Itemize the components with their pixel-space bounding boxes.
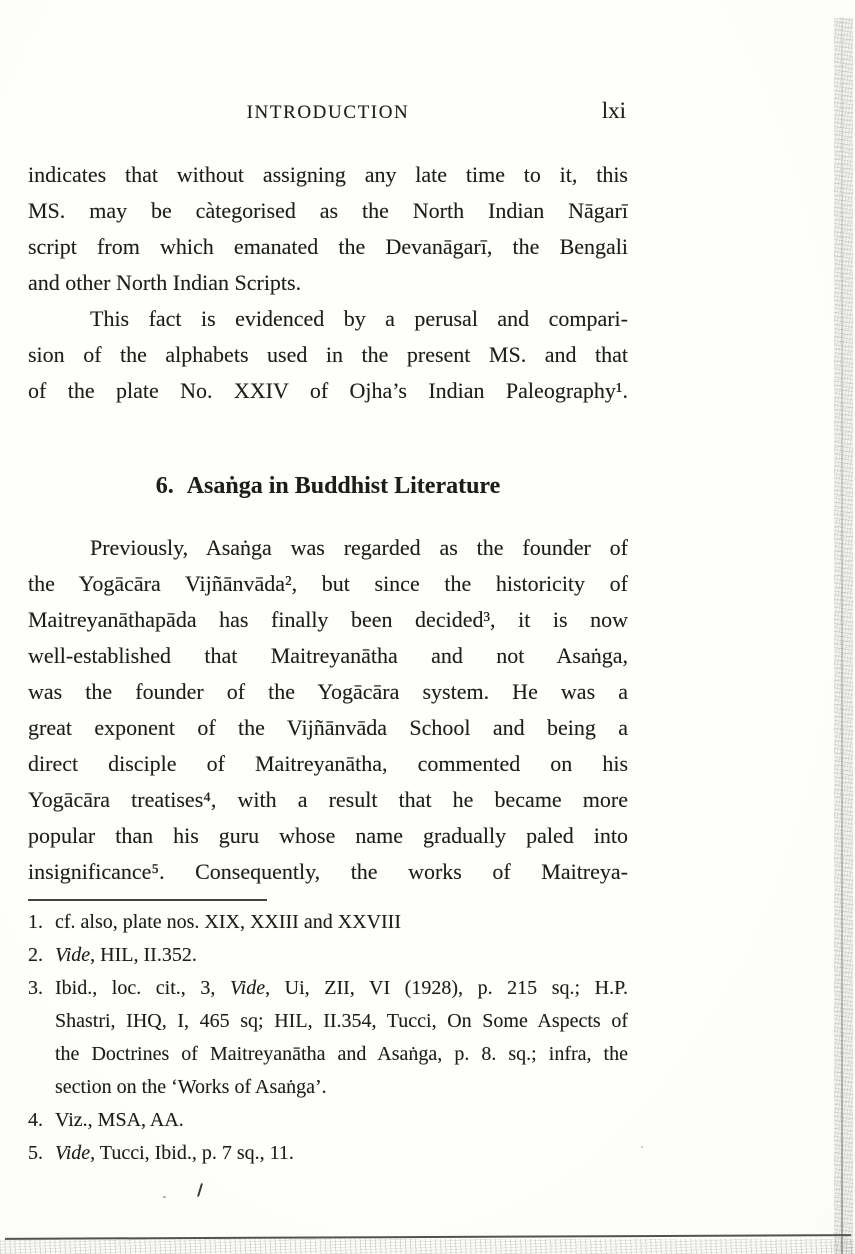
body-line: the Yogācāra Vijñānvāda², but since the historicity of [28, 571, 628, 596]
scan-artifact-bottom-texture [0, 1239, 855, 1254]
scan-artifact-right-edge [834, 18, 853, 1254]
footnote-line: Ibid., loc. cit., 3, Vide, Ui, ZII, VI (1928), p. 215 sq.; H.P. [55, 977, 628, 999]
page-number: lxi [601, 98, 626, 123]
body-line: Yogācāra treatises⁴, with a result that he became more [28, 787, 628, 812]
body-line: direct disciple of Maitreyanātha, commented on his [28, 751, 628, 776]
body-line: of the plate No. XXIV of Ojha’s Indian Paleography¹. [28, 378, 628, 403]
body-line: was the founder of the Yogācāra system. He was a [28, 679, 628, 704]
footnote-line: cf. also, plate nos. XIX, XXIII and XXVIII [55, 911, 402, 933]
footnote [28, 1137, 628, 1170]
footnote-line: section on the ‘Works of Asaṅga’. [55, 1076, 327, 1098]
body-line: Maitreyanāthapāda has finally been decided³, it is now [28, 607, 628, 632]
body-line: sion of the alphabets used in the present MS. and that [28, 342, 628, 367]
footnote [28, 906, 628, 939]
footnote-number: 4. [28, 1109, 43, 1131]
footnote-number: 2. [28, 944, 43, 966]
body-line: script from which emanated the Devanāgarī, the Bengali [28, 234, 628, 259]
scan-speck [163, 1196, 166, 1198]
footnote-line: Shastri, IHQ, I, 465 sq; HIL, II.354, Tucci, On Some Aspects of [55, 1010, 628, 1032]
body-line: popular than his guru whose name gradually paled into [28, 823, 628, 848]
scan-artifact-right-edge-line [841, 18, 843, 1254]
section-heading-number: 6. [155, 473, 174, 499]
running-title: INTRODUCTION [246, 102, 410, 123]
body-line: great exponent of the Vijñānvāda School and being a [28, 715, 628, 740]
footnote-number: 1. [28, 911, 43, 933]
footnote-number: 5. [28, 1142, 43, 1164]
section-heading [28, 470, 628, 502]
footnotes [28, 906, 628, 1170]
body-line: insignificance⁵. Consequently, the works of Maitreya- [28, 859, 628, 884]
body-line: and other North Indian Scripts. [28, 270, 302, 295]
scan-speck [641, 1146, 643, 1148]
footnote-line: the Doctrines of Maitreyanātha and Asaṅga, p. 8. sq.; infra, the [55, 1043, 628, 1065]
scan-mark-slash [197, 1183, 203, 1197]
footnote [28, 972, 628, 1104]
body-line: MS. may be càtegorised as the North Indian Nāgarī [28, 198, 628, 223]
footnote [28, 1104, 628, 1137]
body-line: well-established that Maitreyanātha and not Asaṅga, [28, 643, 628, 668]
footnote-rule [28, 899, 267, 901]
body-line: Previously, Asaṅga was regarded as the founder of [90, 535, 628, 560]
body-line: indicates that without assigning any late time to it, this [28, 162, 628, 187]
footnote-line: Vide, Tucci, Ibid., p. 7 sq., 11. [55, 1142, 294, 1164]
body-line: This fact is evidenced by a perusal and compari- [90, 306, 628, 331]
footnote-number: 3. [28, 977, 43, 999]
body-text-block-main [28, 530, 628, 890]
footnote-line: Vide, HIL, II.352. [55, 944, 197, 966]
footnote [28, 939, 628, 972]
footnote-line: Viz., MSA, AA. [55, 1109, 184, 1131]
section-heading-title: Asaṅga in Buddhist Literature [186, 473, 501, 499]
body-text-block-top [28, 157, 628, 409]
page-header [28, 100, 628, 130]
